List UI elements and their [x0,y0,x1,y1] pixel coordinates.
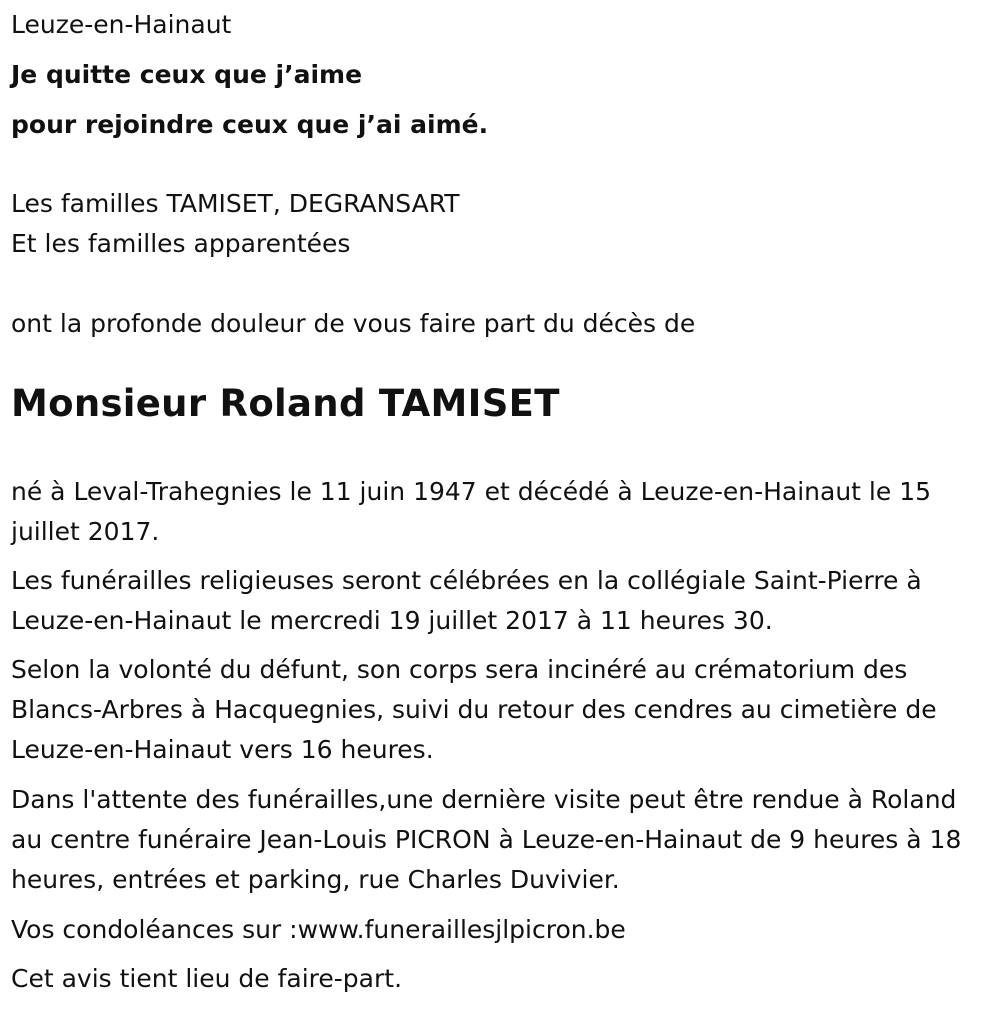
announcement-text: ont la profonde douleur de vous faire part du décès de [11,309,696,338]
birth-death-paragraph: né à Leval-Trahegnies le 11 juin 1947 et décédé à Leuze-en-Hainaut le 15 juillet 2017. [11,477,932,546]
quote-line-2: pour rejoindre ceux que j’ai aimé. [11,110,489,139]
condolences-paragraph: Vos condoléances sur :www.funeraillesjlpicron.be [11,915,626,944]
cremation-paragraph: Selon la volonté du défunt, son corps sera incinéré au crématorium des Blancs-Arbres à Hacquegnies, suivi du retour des cendres au cimetière de Leuze-en-Hainaut vers 16 heures. [11,655,937,764]
families-line-2: Et les familles apparentées [11,229,351,258]
location-heading: Leuze-en-Hainaut [11,10,232,39]
deceased-name: Monsieur Roland TAMISET [11,382,560,425]
quote-line-1: Je quitte ceux que j’aime [11,60,363,89]
visitation-paragraph: Dans l'attente des funérailles,une dernière visite peut être rendue à Roland au centre funéraire Jean-Louis PICRON à Leuze-en-Hainaut de 9 heures à 18 heures, entrées et parking, rue Charles Duvivier. [11,785,962,894]
funeral-service-paragraph: Les funérailles religieuses seront célébrées en la collégiale Saint-Pierre à Leuze-en-Hainaut le mercredi 19 juillet 2017 à 11 heures 30. [11,566,922,635]
closing-note: Cet avis tient lieu de faire-part. [11,964,403,993]
families-line-1: Les familles TAMISET, DEGRANSART [11,189,460,218]
